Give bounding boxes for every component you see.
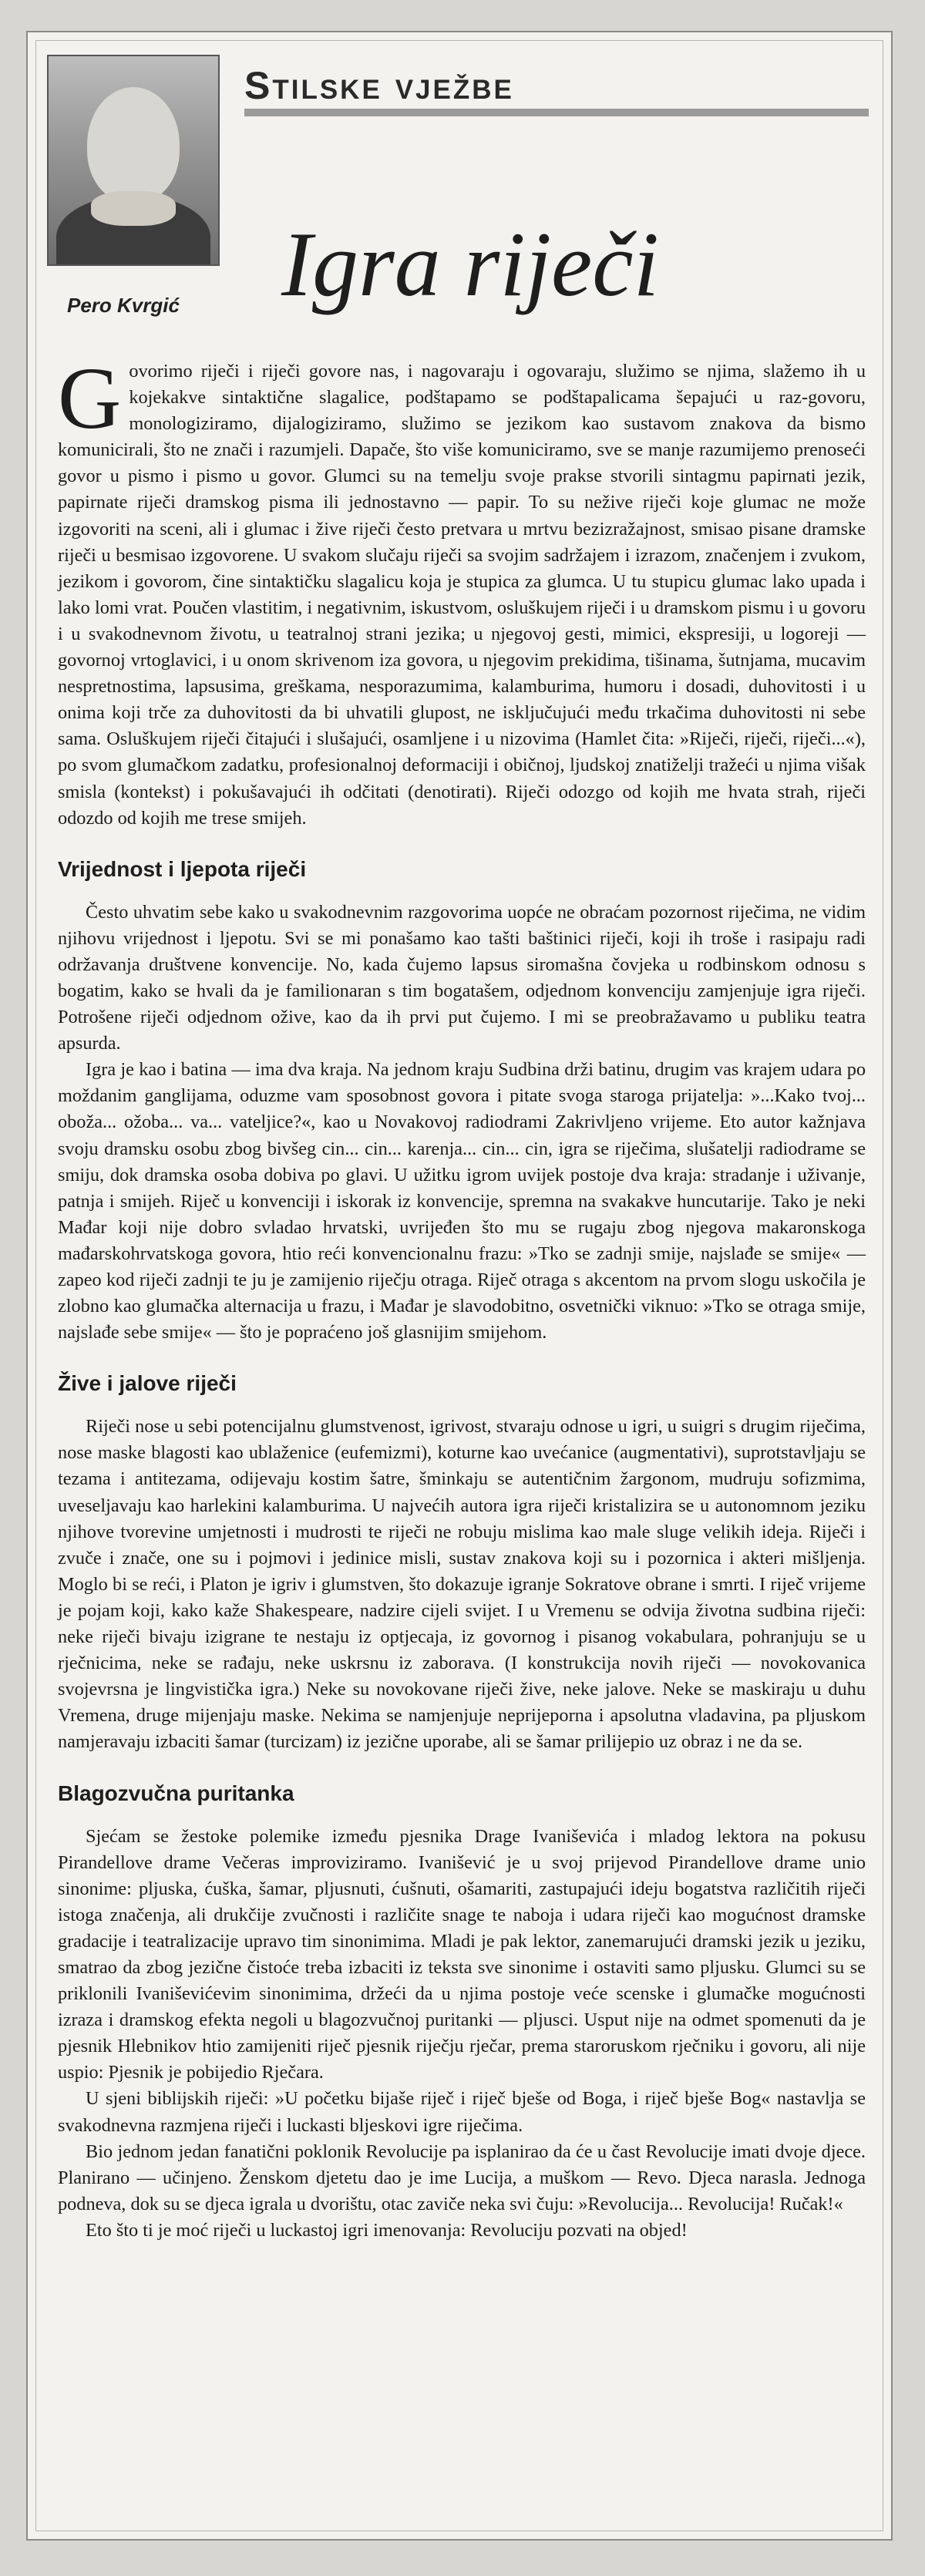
intro-text: ovorimo riječi i riječi govore nas, i nagovaraju i ogovaraju, služimo se njima, slažemo ih u kojekakve sintaktične slagalice, podštapamo se podštapalicama šepajući u raz-govoru, monologiziramo, dijalogiziramo, služimo se jezikom kao sustavom znakova da bismo komunicirali, što ne znači i razumjeli. Dapače, što više komuniciramo, sve se manje razumijemo prenoseći govor u pismo i pismo u govor. Glumci su na temelju svoje prakse stvorili sintagmu papirnati jezik, papirnate riječi dramskog pisma ili jednostavno — papir. To su neživе riječi koje glumac ne može izgovoriti na sceni, ali i glumac i žive riječi često pretvara u mrtvu bezizražajnost, smisao pisane dramske riječi u besmisao izgovorene. U svakom slučaju riječi sa svojim sadržajem i izrazom, značenjem i zvukom, jezikom i govorom, čine sintaktičku slagalicu koja je stupica za glumca. U tu stupicu glumac lako upada i lako lomi vrat. Poučen vlastitim, i negativnim, iskustvom, osluškujem riječi i u dramskom pismu i u govoru i u svakodnevnom životu, u teatralnoj strani jezika; u njegovoj gesti, mimici, ekspresiji, u logoreji — govornoj vrtoglavici, i u onom skrivenom iza govora, u njegovim prekidima, tišinama, šutnjama, mucavim nespretnostima, lapsusima, greškama, nesporazumima, kalamburima, humoru i dosadi, duhovitosti i u onima koji trče za duhovitosti da bi uhvatili glupost, ne isključujući među trkačima duhovitosti ni sebe sama. Osluškujem riječi čitajući i slušajući, osamljene i u nizovima (Hamlet čita: »Riječi, riječi, riječi...«), po svom glumačkom zadatku, profesionalnoj deformaciji i običnoj, ljudskoj znatiželji tražeći u njima višak smisla (kontekst) i pokušavajući ih odčitati (denotirati). Riječi odozgo od kojih me hvata strah, riječi odozdo od kojih me trese smijeh. bbox=[58, 361, 866, 829]
subheading-blagozvucna: Blagozvučna puritanka bbox=[58, 1781, 294, 1805]
drop-cap: G bbox=[58, 349, 122, 447]
paragraph: Sjećam se žestoke polemike između pjesnika Drage Ivaniševića i mladog lektora na pokusu Pirandellove drame Večeras improviziramo. Ivanišević je u svoj prijevod Pirandellove drame unio sinonime: pljuska, ćuška, šamar, pljusnuti, ćušnuti, ošamariti, zastupajući ideju bogatstva različitih riječi istoga značenja, ali drukčije zvučnosti i različite snage te naboja i udara riječi kao mogućnost dramske gradacije i teatralizacije upravo tim sinonimima. Mladi je pak lektor, zanemarujući dramski jezik u jeziku, smatrao da zbog jezične čistoće treba izbaciti iz teksta sve sinonime i ostaviti samo pljusku. Glumci su se priklonili Ivaniševićevim sinonimima, držeći da u njima postoje veće scenske i glumačke mogućnosti izraza i dramskog efekta negoli u blagozvučnoj puritanki — pljusci. Usput nije na odmet spomenuti da je pjesnik Hlebnikov htio zamijeniti riječ pjesnik riječju rječar, prema staroruskom rječniku i govoru, ali nije uspio: Pjesnik je pobijedio Rječara. bbox=[58, 1825, 866, 2083]
author-photo bbox=[47, 55, 220, 266]
newspaper-column bbox=[26, 31, 893, 2541]
paragraph: Bio jednom jedan fanatični poklonik Revolucije pa isplanirao da će u čast Revolucije imati dvoje djece. Planirano — učinjeno. Ženskom djetetu dao je ime Lucija, a muškom — Revo. Djeca narasla. Jednoga podneva, dok su se djeca igrala u dvorištu, otac zaviče neka svi čuju: »Revolucija... Revolucija! Ručak!« bbox=[58, 2141, 866, 2214]
article-title: Igra riječi bbox=[281, 213, 659, 315]
section-title: Stilske vježbe bbox=[244, 62, 869, 116]
paragraph: Često uhvatim sebe kako u svakodnevnim razgovorima uopće ne obraćam pozornost riječima, ne vidim njihovu vrijednost i ljepotu. Svi se mi ponašamo kao tašti baštinici riječi, koji ih troše i rasipaju radi održavanja društvene konvencije. No, kada čujemo lapsus siromašna čovjeka u rodbinskom odnosu s bogatim, kako se hvali da je familionaran s tim bogatašem, odjednom konvenciju zamjenjuje igra riječi. Potrošene riječi odjednom ožive, kao da ih prvi put čujemo. I mi se preobražavamo u publiku teatra apsurda. bbox=[58, 901, 866, 1054]
article-body bbox=[58, 349, 866, 2244]
subheading-vrijednost: Vrijednost i ljepota riječi bbox=[58, 856, 307, 881]
author-name: Pero Kvrgić bbox=[67, 294, 180, 317]
photo-figure-head bbox=[87, 87, 180, 203]
column-frame bbox=[35, 40, 883, 2531]
paragraph: U sjeni biblijskih riječi: »U početku bijaše riječ i riječ bješe od Boga, i riječ bješe Bog« nastavlja se svakodnevna razmjena riječi i luckasti bljeskovi igre riječima. bbox=[58, 2088, 866, 2136]
intro-paragraph bbox=[58, 349, 866, 832]
subheading-zive-i-jalove: Žive i jalove riječi bbox=[58, 1371, 237, 1396]
column-header bbox=[36, 41, 886, 365]
paragraph: Riječi nose u sebi potencijalnu glumstvenost, igrivost, stvaraju odnose u igri, u suigri s drugim riječima, nose maske blagosti kao ublaženice (eufemizmi), koturne kao uvećanice (augmentativi), suprotstavljaju se tezama i antitezama, odijevaju kostim šatre, šminkaju se autentičnim žargonom, mudruju sofizmima, uveseljavaju kao harlekini kalamburima. U najvećih autora igra riječi kristalizira se u autonomnom jeziku njihove tvorevine umjetnosti i mudrosti te riječi ne robuju mislima kao male sluge velikih ideja. Riječi i zvuče i znače, one su i pojmovi i jedinice misli, sustav znakova koji su i pozornica i akteri mišljenja. Moglo bi se reći, i Platon je igriv i glumstven, što dokazuje igranje Sokratove obrane i smrti. I riječ vrijeme je pojam koji, kako kaže Shakespeare, nadzire cijeli svijet. I u Vremenu se odvija životna sudbina riječi: neke riječi bivaju izigrane te nestaju iz optjecaja, iz govornog i pisanog vokabulara, pohranjuju se u rječnicima, neke se rađaju, neke uskrsnu iz zaborava. (I konstrukcija novih riječi — novokovanica svojevrsna je lingvistička igra.) Neke su novokovane riječi žive, neke jalove. Neke se maskiraju u duhu Vremena, druge mijenjaju maske. Nekima se namjenjuje neprijeporna i apsolutna vladavina, pa pljuskom namjeravaju izbaciti šamar (turcizam) iz jezične uporabe, ali se šamar prilijepio uz obraz i ne da se. bbox=[58, 1416, 866, 1753]
paragraph: Eto što ti je moć riječi u luckastoj igri imenovanja: Revoluciju pozvati na objed! bbox=[86, 2219, 688, 2241]
paragraph: Igra je kao i batina — ima dva kraja. Na jednom kraju Sudbina drži batinu, drugim vas krajem udara po moždanim ganglijama, oduzme vam sposobnost govora i pitate svoga staroga prijatelja: »...Kako tvoj... oboža... ožoba... va... vateljice?«, kao u Novakovoj radiodrami Zakrivljeno vrijeme. Eto autor kažnjava svoju dramsku osobu zbog bivšeg cin... cin... karenja... cin... cin, igra se riječima, slušatelji radiodrame se smiju, dok dramska osoba dobiva po glavi. U užitku igrom uvijek postoje dva kraja: stradanje i uživanje, patnja i smijeh. Riječ u konvenciji i iskorak iz konvencije, spremna na svakakve huncutarije. Tako je neki Mađar koji nije dobro svladao hrvatski, uvrijeđen što mu se rugaju zbog njegova makaronskoga mađarskohrvatskoga govora, htio reći konvencionalnu frazu: »Tko se zadnji smije, najslađe se smije« — zapeo kod riječi zadnji te ju je zamijenio riječju otraga. Riječ otraga s akcentom na prvom slogu uskočila je zlobno kao glumačka alternacija u frazu, i Mađar je slavodobitno, osvetnički viknuo: »Tko se otraga smije, najslađe sebe smije« — što je popraćeno još glasnijim smijehom. bbox=[58, 1059, 866, 1343]
photo-figure-hands bbox=[91, 191, 176, 226]
